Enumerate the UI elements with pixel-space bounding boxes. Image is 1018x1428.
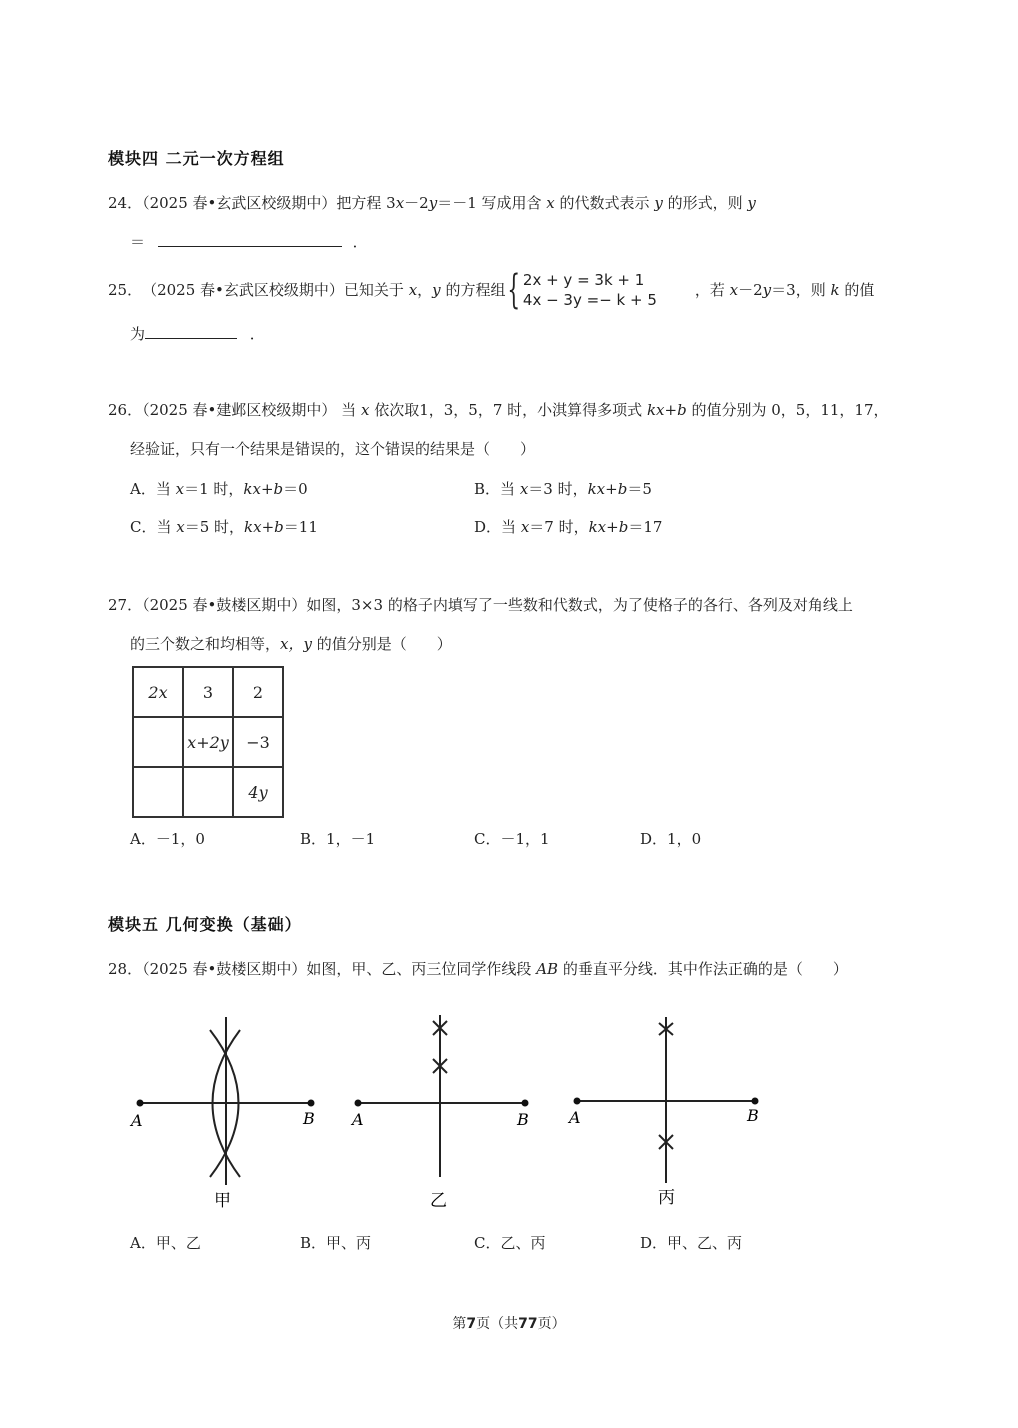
- page-footer: 第7页（共77页）: [452, 1316, 566, 1332]
- point-a: [355, 1100, 362, 1107]
- q26-option-b[interactable]: B．当 x＝3 时，kx+b＝5: [474, 480, 652, 498]
- q28-option-d[interactable]: D．甲、乙、丙: [640, 1234, 743, 1252]
- q24-line2: ＝ ．: [130, 233, 368, 251]
- grid-cell: [133, 767, 183, 817]
- caption-bing: 丙: [658, 1188, 675, 1208]
- q27-magic-grid: [132, 666, 284, 818]
- page-number: 7: [466, 1316, 477, 1332]
- q28-line1: 28．（2025 春•鼓楼区期中）如图，甲、乙、丙三位同学作线段 AB 的垂直平分线．其中作法正确的是（ ）: [108, 960, 848, 978]
- module5-heading: 模块五 几何变换（基础）: [108, 915, 302, 934]
- label-b: B: [747, 1106, 759, 1125]
- q26-option-d[interactable]: D．当 x＝7 时，kx+b＝17: [474, 518, 663, 536]
- page-total: 77: [518, 1316, 538, 1332]
- q28-option-a[interactable]: A．甲、乙: [130, 1234, 201, 1252]
- grid-cell: −3: [233, 717, 283, 767]
- point-b: [522, 1100, 529, 1107]
- q27-option-b[interactable]: B．1，－1: [300, 830, 376, 848]
- label-b: B: [303, 1109, 315, 1128]
- caption-jia: 甲: [214, 1191, 231, 1211]
- q27-line1: 27．（2025 春•鼓楼区期中）如图，3×3 的格子内填写了一些数和代数式，为了使格子的各行、各列及对角线上: [108, 596, 853, 614]
- q25-equation-2: 4x − 3y =− k + 5: [522, 291, 657, 309]
- q25-equation-1: 2x + y = 3k + 1: [522, 271, 645, 289]
- figure-bing: [565, 1015, 775, 1215]
- q26-option-a[interactable]: A．当 x＝1 时，kx+b＝0: [130, 480, 308, 498]
- q26-line2: 经验证，只有一个结果是错误的，这个错误的结果是（ ）: [130, 440, 536, 458]
- q27-option-d[interactable]: D．1，0: [640, 830, 702, 848]
- grid-cell: [133, 717, 183, 767]
- q25-line2: 为 ．: [130, 325, 265, 343]
- label-a: A: [131, 1111, 143, 1130]
- figure-jia: [125, 1015, 325, 1215]
- q25-equation-system: { 2x + y = 3k + 1 4x − 3y =− k + 5: [507, 267, 657, 313]
- caption-yi: 乙: [430, 1191, 447, 1211]
- figure-yi: [345, 1005, 545, 1215]
- q28-option-b[interactable]: B．甲、丙: [300, 1234, 372, 1252]
- grid-cell: 2x: [133, 667, 183, 717]
- q25-line1: 25． （2025 春•玄武区校级期中） 已知关于 x ， y 的方程组 { 2x + y = 3k + 1 4x − 3y =− k + 5 ，若 x －2 y ＝3，则 k 的值: [108, 267, 875, 313]
- q24-line1: 24．（2025 春•玄武区校级期中）把方程 3x－2y＝－1 写成用含 x 的代数式表示 y 的形式，则 y: [108, 194, 756, 212]
- label-b: B: [517, 1110, 529, 1129]
- grid-cell: 2: [233, 667, 283, 717]
- q25-answer-blank[interactable]: [145, 324, 237, 339]
- point-b: [308, 1100, 315, 1107]
- q27-option-c[interactable]: C．－1，1: [474, 830, 550, 848]
- q27-option-a[interactable]: A．－1，0: [130, 830, 205, 848]
- module4-heading: 模块四 二元一次方程组: [108, 149, 285, 168]
- point-a: [574, 1098, 581, 1105]
- q26-line1: 26．（2025 春•建邺区校级期中） 当 x 依次取1，3，5，7 时，小淇算得多项式 kx+b 的值分别为 0，5，11，17，: [108, 401, 889, 419]
- label-a: A: [569, 1108, 581, 1127]
- point-b: [752, 1098, 759, 1105]
- grid-cell: x+2y: [183, 717, 233, 767]
- grid-cell: 3: [183, 667, 233, 717]
- q28-option-c[interactable]: C．乙、丙: [474, 1234, 546, 1252]
- q26-option-c[interactable]: C．当 x＝5 时，kx+b＝11: [130, 518, 318, 536]
- label-a: A: [352, 1110, 364, 1129]
- q24-answer-blank[interactable]: [158, 232, 342, 247]
- q27-line2: 的三个数之和均相等，x，y 的值分别是（ ）: [130, 635, 452, 653]
- point-a: [137, 1100, 144, 1107]
- grid-cell: 4y: [233, 767, 283, 817]
- grid-cell: [183, 767, 233, 817]
